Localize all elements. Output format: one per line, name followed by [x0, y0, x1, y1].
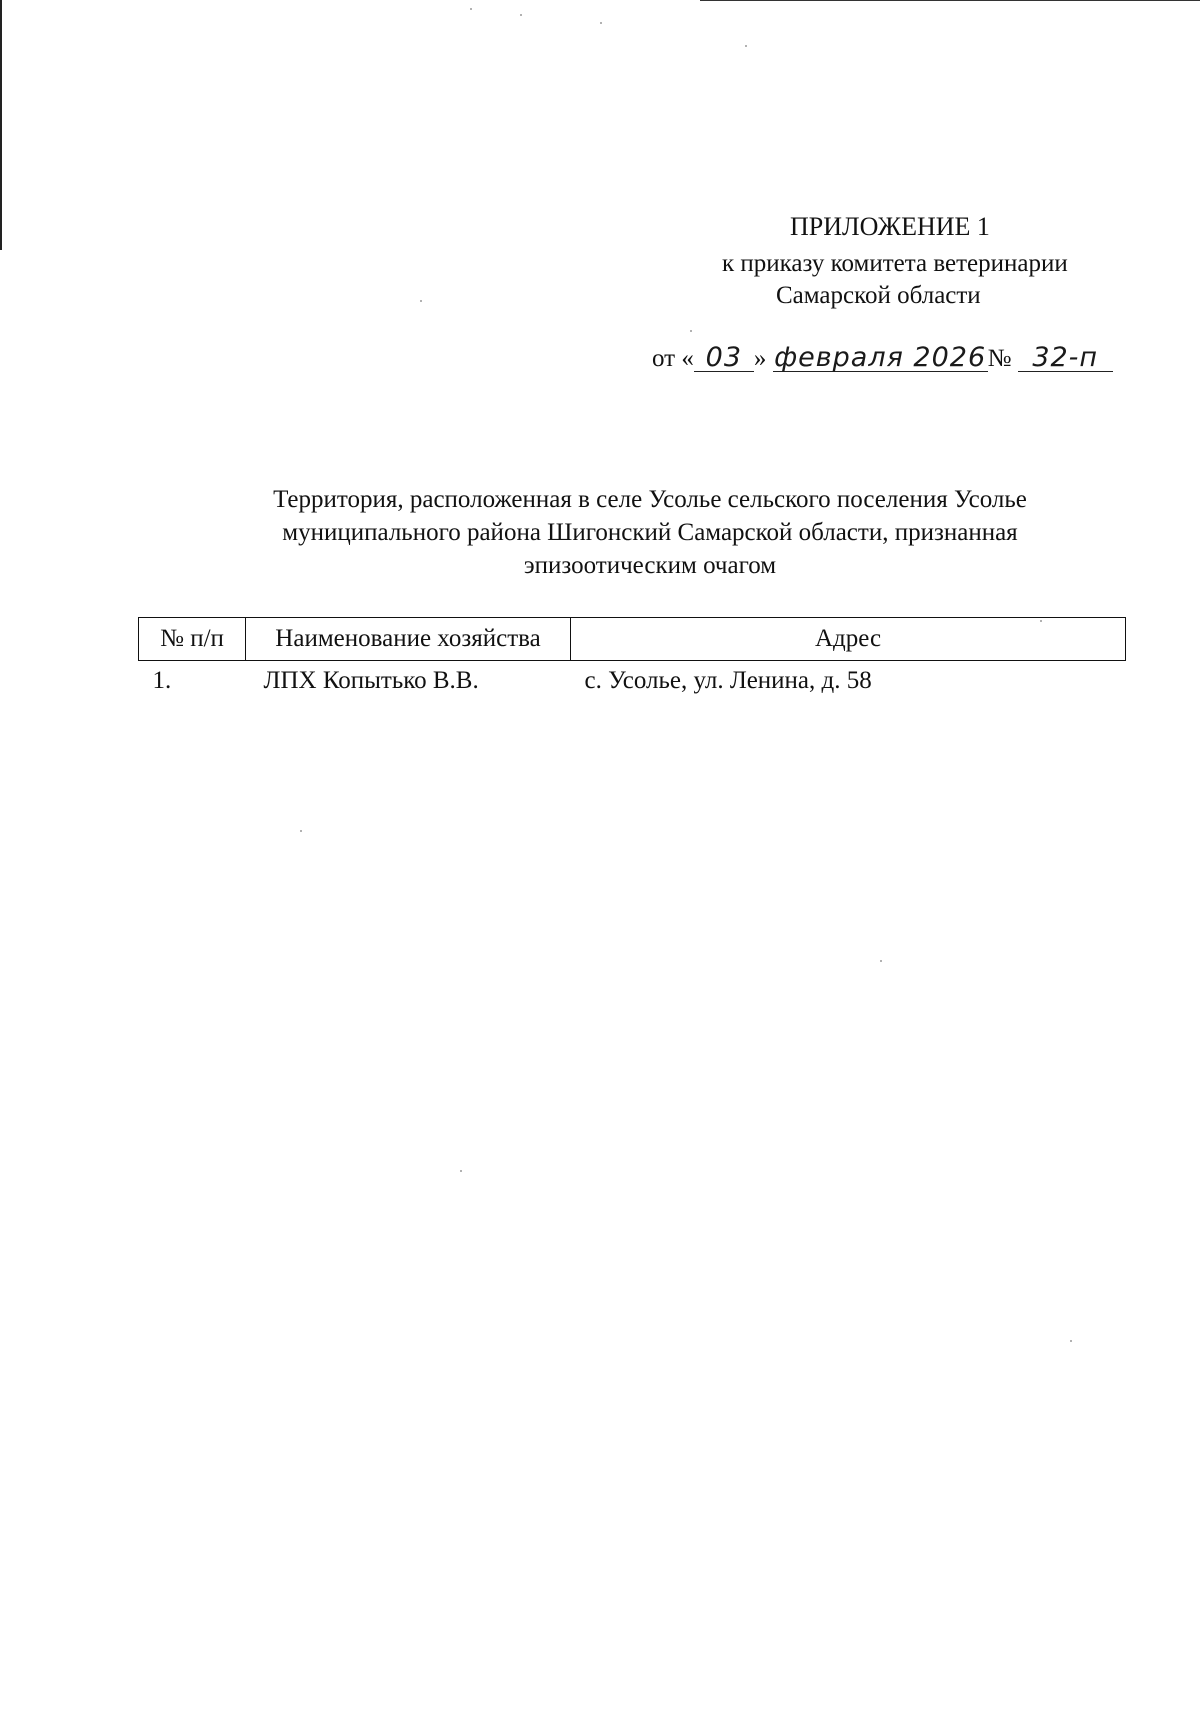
- appendix-title: ПРИЛОЖЕНИЕ 1: [790, 212, 990, 241]
- order-number: 32-п: [1018, 345, 1113, 372]
- scan-speck: [470, 8, 472, 10]
- scan-speck: [520, 14, 522, 16]
- scan-speck: [1070, 1340, 1072, 1342]
- heading-line-2: муниципального района Шигонский Самарской области, признанная: [282, 519, 1018, 546]
- order-close-quote: »: [753, 345, 767, 372]
- scan-speck: [460, 1170, 462, 1172]
- order-month-year: февраля 2026: [774, 342, 987, 373]
- heading-line-3: эпизоотическим очагом: [523, 552, 777, 579]
- table-row: [139, 661, 1126, 702]
- farms-table: [138, 617, 1126, 701]
- appendix-subtitle-line-1: к приказу комитета ветеринарии: [722, 250, 1068, 277]
- scan-speck: [880, 960, 882, 962]
- cell-number: 1.: [152, 667, 172, 694]
- cell-farm-name: ЛПХ Копытько В.В.: [263, 667, 479, 694]
- scan-speck: [420, 300, 422, 302]
- appendix-subtitle-line-2: Самарской области: [776, 282, 981, 309]
- scan-speck: [300, 830, 302, 832]
- order-prefix: от «: [652, 345, 694, 372]
- scan-speck: [600, 22, 602, 24]
- table-header-row: [139, 618, 1126, 661]
- order-reference: [652, 342, 1113, 373]
- scan-edge-top: [700, 0, 1200, 1]
- scan-edge-left: [0, 0, 2, 250]
- heading-line-1: Территория, расположенная в селе Усолье сельского поселения Усолье: [273, 486, 1027, 513]
- cell-address: с. Усолье, ул. Ленина, д. 58: [584, 667, 872, 694]
- column-header-address: Адрес: [571, 618, 1126, 661]
- column-header-number: № п/п: [139, 618, 246, 661]
- scan-speck: [690, 330, 692, 332]
- scan-speck: [745, 45, 747, 47]
- territory-heading: [130, 483, 1170, 582]
- column-header-farm-name: Наименование хозяйства: [246, 618, 571, 661]
- order-day: 03: [694, 345, 754, 372]
- order-number-sign: №: [987, 345, 1012, 372]
